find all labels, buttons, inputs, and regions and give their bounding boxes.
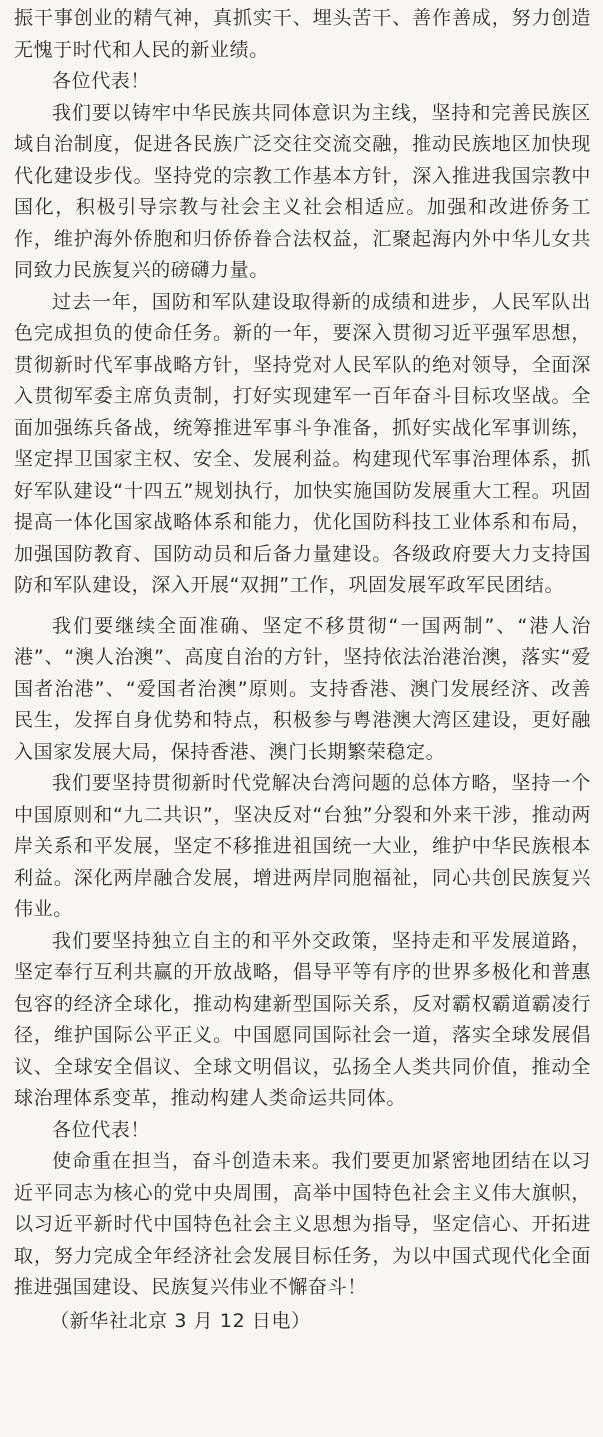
article-body (14, 3, 591, 1337)
paragraph-closing: 使命重在担当，奋斗创造未来。我们要更加紧密地团结在以习近平同志为核心的党中央周围，高举中国特色社会主义伟大旗帜，以习近平新时代中国特色社会主义思想为指导，坚定信心、开拓进取，努力完成全年经济社会发展目标任务，为以中国式现代化全面推进强国建设、民族复兴伟业不懈奋斗！ (14, 1150, 591, 1298)
paragraph-national-defense: 过去一年，国防和军队建设取得新的成绩和进步，人民军队出色完成担负的使命任务。新的一年，要深入贯彻习近平强军思想，贯彻新时代军事战略方针，坚持党对人民军队的绝对领导，全面深入贯彻军委主席负责制，打好实现建军一百年奋斗目标攻坚战。全面加强练兵备战，统筹推进军事斗争准备，抓好实战化军事训练，坚定捍卫国家主权、安全、发展利益。构建现代军事治理体系，抓好军队建设“十四五”规划执行，加快实施国防发展重大工程。巩固提高一体化国家战略体系和能力，优化国防科技工业体系和布局，加强国防教育、国防动员和后备力量建设。各级政府要大力支持国防和军队建设，深入开展“双拥”工作，巩固发展军政军民团结。 (14, 290, 591, 596)
salutation: 各位代表！ (52, 1118, 151, 1141)
paragraph-foreign-policy: 我们要坚持独立自主的和平外交政策，坚持走和平发展道路，坚定奉行互利共赢的开放战略，倡导平等有序的世界多极化和普惠包容的经济全球化，推动构建新型国际关系，反对霸权霸道霸凌行径，维护国际公平正义。中国愿同国际社会一道，落实全球发展倡议、全球安全倡议、全球文明倡议，弘扬全人类共同价值，推动全球治理体系变革，推动构建人类命运共同体。 (14, 929, 591, 1109)
dateline: （新华社北京 3 月 12 日电） (50, 1309, 311, 1332)
paragraph-hong-kong-macao: 我们要继续全面准确、坚定不移贯彻“一国两制”、“港人治港”、“澳人治澳”、高度自治的方针，坚持依法治港治澳，落实“爱国者治港”、“爱国者治澳”原则。支持香港、澳门发展经济、改善民生，发挥自身优势和特点，积极参与粤港澳大湾区建设，更好融入国家发展大局，保持香港、澳门长期繁荣稳定。 (14, 614, 591, 763)
salutation: 各位代表！ (52, 70, 151, 92)
paragraph-ethnic-unity: 我们要以铸牢中华民族共同体意识为主线，坚持和完善民族区域自治制度，促进各民族广泛交往交流交融，推动民族地区加快现代化建设步伐。坚持党的宗教工作基本方针，深入推进我国宗教中国化，积极引导宗教与社会主义社会相适应。加强和改进侨务工作，维护海外侨胞和归侨侨眷合法权益，汇聚起海内外中华儿女共同致力民族复兴的磅礴力量。 (14, 101, 591, 281)
paragraph-taiwan: 我们要坚持贯彻新时代党解决台湾问题的总体方略，坚持一个中国原则和“九二共识”，坚决反对“台独”分裂和外来干涉，推动两岸关系和平发展，坚定不移推进祖国统一大业，维护中华民族根本利益。深化两岸融合发展，增进两岸同胞福祉，同心共创民族复兴伟业。 (14, 772, 591, 920)
paragraph-continued: 振干事创业的精气神，真抓实干、埋头苦干、善作善成，努力创造无愧于时代和人民的新业绩。 (14, 7, 591, 61)
